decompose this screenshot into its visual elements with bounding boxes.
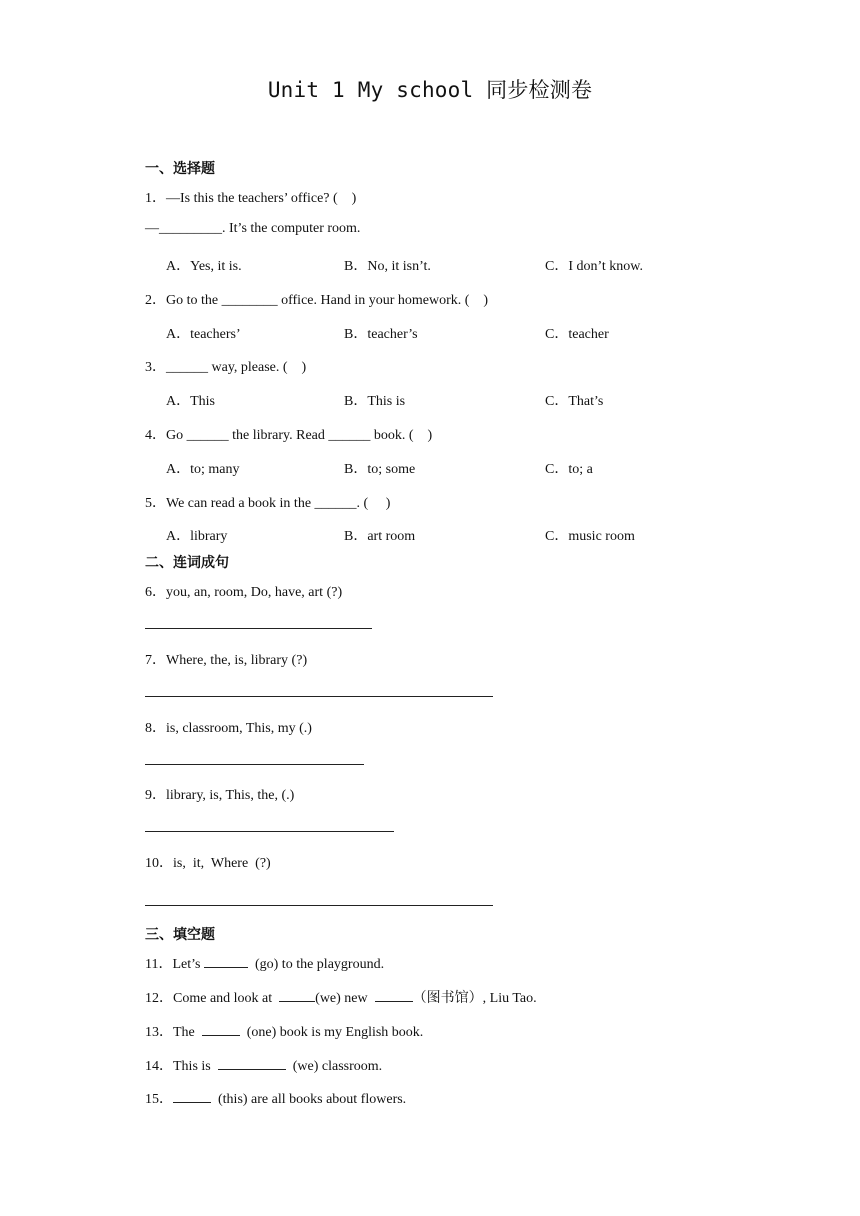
question-11: [145, 953, 384, 973]
question-12-blank-1[interactable]: [279, 989, 315, 1002]
question-3-stem: 3．______ way, please. ( ): [145, 360, 307, 375]
answer-line-8[interactable]: [145, 764, 364, 765]
question-6-prompt: 6．you, an, room, Do, have, art (?): [145, 585, 343, 600]
question-2-stem: 2．Go to the ________ office. Hand in your homework. ( ): [145, 293, 489, 308]
question-3-option-c: C．That’s: [545, 394, 604, 409]
question-12-text: 12．Come and look at: [145, 991, 280, 1006]
question-10-prompt: 10．is, it, Where (?): [145, 856, 271, 871]
question-3-option-a: A．This: [166, 394, 215, 409]
section-heading-choice: 一、选择题: [145, 161, 215, 177]
question-5-stem: 5．We can read a book in the ______. ( ): [145, 496, 391, 511]
question-14: [145, 1055, 382, 1075]
question-1-option-c: C．I don’t know.: [545, 259, 643, 274]
question-5-option-c: C．music room: [545, 529, 635, 544]
section-heading-sentences: 二、连词成句: [145, 555, 229, 571]
question-4-option-a: A．to; many: [166, 462, 240, 477]
answer-line-6[interactable]: [145, 628, 372, 629]
answer-line-10[interactable]: [145, 905, 493, 906]
question-11-rest: (go) to the playground.: [247, 957, 385, 972]
question-12-blank-2[interactable]: [375, 989, 413, 1002]
question-8-prompt: 8．is, classroom, This, my (.): [145, 721, 312, 736]
question-1-option-b: B．No, it isn’t.: [344, 259, 431, 274]
question-13-blank[interactable]: [202, 1023, 240, 1036]
section-heading-fill-blank: 三、填空题: [145, 927, 215, 943]
answer-line-7[interactable]: [145, 696, 493, 697]
question-14-rest: (we) classroom.: [285, 1059, 383, 1074]
question-7-prompt: 7．Where, the, is, library (?): [145, 653, 308, 668]
question-13: [145, 1021, 423, 1041]
question-12: [145, 987, 537, 1007]
question-14-blank[interactable]: [218, 1057, 286, 1070]
page-title: Unit 1 My school 同步检测卷: [267, 78, 593, 102]
answer-line-9[interactable]: [145, 831, 394, 832]
question-5-option-b: B．art room: [344, 529, 416, 544]
question-1-reply: —_________. It’s the computer room.: [145, 221, 361, 236]
question-3-option-b: B．This is: [344, 394, 406, 409]
question-1-stem: 1．—Is this the teachers’ office? ( ): [145, 191, 357, 206]
question-4-option-c: C．to; a: [545, 462, 593, 477]
question-15-text: 15．: [145, 1092, 173, 1107]
question-11-text: 11．Let’s: [145, 957, 204, 972]
question-15-rest: (this) are all books about flowers.: [211, 1092, 407, 1107]
question-2-option-c: C．teacher: [545, 327, 609, 342]
question-14-text: 14．This is: [145, 1059, 218, 1074]
question-11-blank[interactable]: [204, 955, 248, 968]
question-4-stem: 4．Go ______ the library. Read ______ book. ( ): [145, 428, 433, 443]
question-13-rest: (one) book is my English book.: [239, 1025, 424, 1040]
question-2-option-b: B．teacher’s: [344, 327, 418, 342]
question-2-option-a: A．teachers’: [166, 327, 241, 342]
question-5-option-a: A．library: [166, 529, 228, 544]
question-15: [145, 1088, 406, 1108]
question-15-blank[interactable]: [173, 1090, 211, 1103]
question-4-option-b: B．to; some: [344, 462, 416, 477]
question-13-text: 13．The: [145, 1025, 202, 1040]
question-9-prompt: 9．library, is, This, the, (.): [145, 788, 295, 803]
question-12-rest: （图书馆）, Liu Tao.: [412, 991, 537, 1006]
question-12-mid: (we) new: [315, 991, 375, 1006]
question-1-option-a: A．Yes, it is.: [166, 259, 242, 274]
